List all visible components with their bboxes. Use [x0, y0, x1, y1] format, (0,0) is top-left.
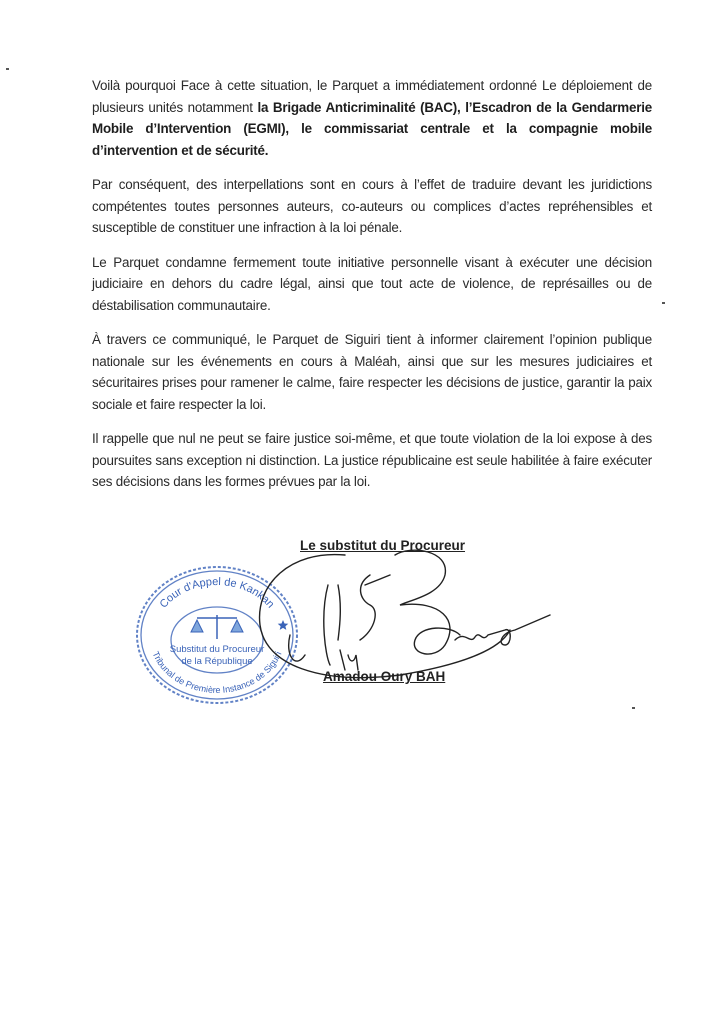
paragraph-text: Voilà pourquoi Face à cette situation, le Parquet a immédiatement ordonné Le déploiement de plusieurs unités notamment — [92, 78, 652, 115]
stamp-inner-line1: Substitut du Procureur — [169, 644, 265, 655]
stamp-outer-top-text: Cour d'Appel de Kankan — [157, 575, 277, 611]
units-bold-text: la Brigade Anticriminalité (BAC), l’Escadron de la Gendarmerie Mobile d’Intervention (EGMI), le commissariat centrale et la compagnie mobile d’intervention et de sécurité. — [92, 99, 652, 158]
signatory-title: Le substitut du Procureur — [300, 538, 466, 553]
paragraph-deployment — [92, 75, 652, 161]
paragraph-condemnation: Le Parquet condamne fermement toute initiative personnelle visant à exécuter une décision judiciaire en dehors du cadre légal, ainsi que tout acte de violence, de représailles ou de déstabilisation communautaire. — [92, 254, 652, 313]
signatory-name: Amadou Oury BAH — [323, 669, 446, 684]
paragraph-reminder: Il rappelle que nul ne peut se faire justice soi-même, et que toute violation de la loi expose à des poursuites sans exception ni distinction. La justice républicaine est seule habilitée à faire exécuter ses décisions dans les formes prévues par la loi. — [92, 431, 652, 489]
paragraph-arrests: Par conséquent, des interpellations sont en cours à l’effet de traduire devant les juridictions compétentes toutes personnes auteurs, co-auteurs ou complices d’actes repréhensibles et susceptible de constituer une infraction à la loi pénale. — [92, 177, 652, 235]
paragraph-information: À travers ce communiqué, le Parquet de Siguiri tient à informer clairement l’opinion publique nationale sur les événements en cours à Maléah, ainsi que sur les mesures judiciaires et sécuritaires prises pour ramener le calme, faire respecter les décisions de justice, garantir la paix sociale et faire respecter la loi. — [92, 332, 652, 412]
stamp-inner-line2: de la République — [181, 656, 253, 667]
scales-of-justice-icon — [191, 615, 243, 639]
scan-mark — [662, 302, 665, 304]
stamp-outer-bottom-text: Tribunal de Première Instance de Siguiri — [150, 649, 284, 695]
scan-mark — [6, 68, 9, 70]
scan-mark — [632, 707, 635, 709]
communique-body — [92, 75, 652, 506]
